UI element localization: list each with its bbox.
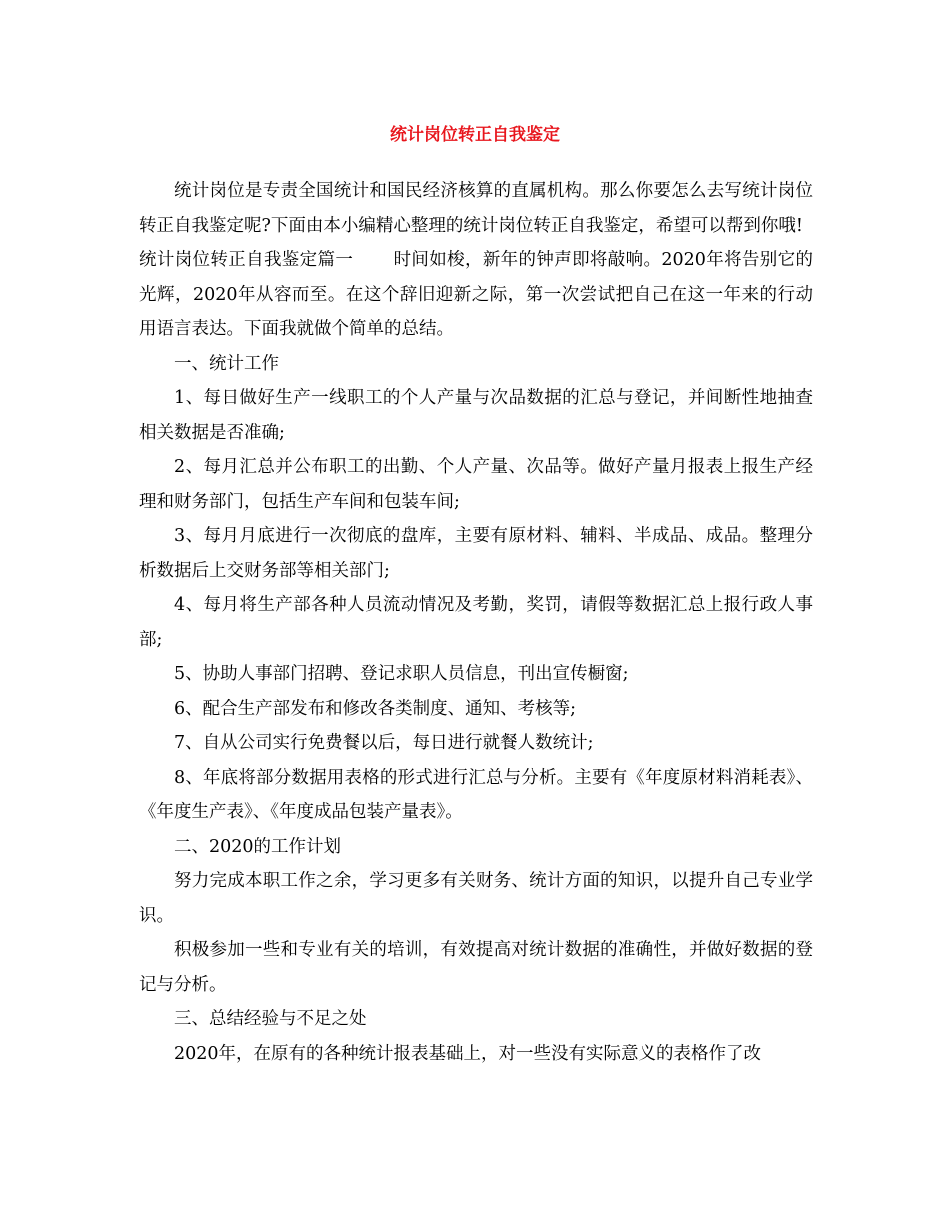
plan-paragraph-1: 努力完成本职工作之余，学习更多有关财务、统计方面的知识，以提升自己专业学识。	[139, 871, 813, 926]
list-item-4: 4、每月将生产部各种人员流动情况及考勤，奖罚，请假等数据汇总上报行政人事部;	[139, 595, 813, 650]
chapter-label: 统计岗位转正自我鉴定篇一	[139, 250, 354, 270]
document-body	[139, 174, 813, 1071]
chapter-text: 时间如梭，新年的钟声即将敲响。2020年将告别它的光辉，2020年从容而至。在这个辞旧迎新之际，第一次尝试把自己在这一年来的行动用语言表达。下面我就做个简单的总结。	[139, 250, 813, 339]
plan-paragraph-2: 积极参加一些和专业有关的培训，有效提高对统计数据的准确性，并做好数据的登记与分析。	[139, 940, 813, 995]
section-heading-2: 二、2020的工作计划	[174, 836, 342, 857]
chapter-paragraph	[139, 243, 813, 347]
section-heading-1: 一、统计工作	[174, 353, 279, 374]
list-item-5: 5、协助人事部门招聘、登记求职人员信息，刊出宣传橱窗;	[174, 664, 629, 684]
list-item-6: 6、配合生产部发布和修改各类制度、通知、考核等;	[174, 698, 577, 719]
summary-paragraph: 2020年，在原有的各种统计报表基础上，对一些没有实际意义的表格作了改	[174, 1043, 762, 1064]
document-title: 统计岗位转正自我鉴定	[390, 125, 560, 145]
list-item-1: 1、每日做好生产一线职工的个人产量与次品数据的汇总与登记，并间断性地抽查相关数据是否准确;	[139, 388, 813, 443]
list-item-7: 7、自从公司实行免费餐以后，每日进行就餐人数统计;	[174, 733, 594, 753]
list-item-8: 8、年底将部分数据用表格的形式进行汇总与分析。主要有《年度原材料消耗表》、《年度生产表》、《年度成品包装产量表》。	[139, 767, 813, 822]
section-heading-3: 三、总结经验与不足之处	[174, 1009, 367, 1029]
list-item-2: 2、每月汇总并公布职工的出勤、个人产量、次品等。做好产量月报表上报生产经理和财务部门，包括生产车间和包装车间;	[139, 457, 813, 512]
list-item-3: 3、每月月底进行一次彻底的盘库，主要有原材料、辅料、半成品、成品。整理分析数据后上交财务部等相关部门;	[139, 526, 813, 581]
intro-paragraph: 统计岗位是专责全国统计和国民经济核算的直属机构。那么你要怎么去写统计岗位转正自我鉴定呢?下面由本小编精心整理的统计岗位转正自我鉴定，希望可以帮到你哦!	[139, 181, 813, 236]
